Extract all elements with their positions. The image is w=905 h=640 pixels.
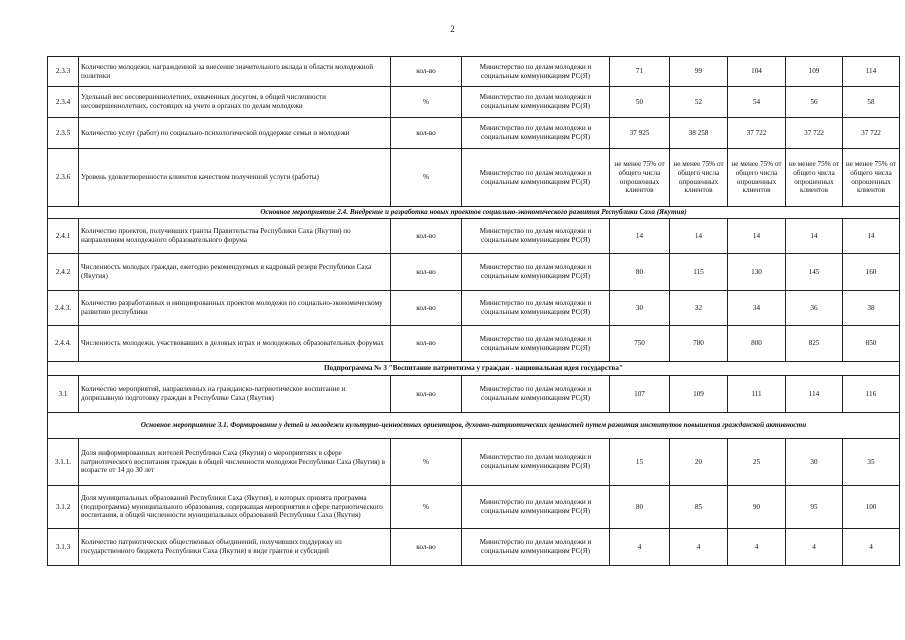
year-value-3: 104 (728, 57, 786, 87)
executor: Министерство по делам молодежи и социальным коммуникациям РС(Я) (462, 57, 610, 87)
year-value-2: 85 (670, 486, 728, 529)
year-value-4: 14 (786, 219, 843, 254)
table-row (48, 486, 900, 529)
year-value-5: 38 (843, 291, 900, 326)
table-row (48, 529, 900, 566)
page-number: 2 (450, 24, 455, 34)
section-header-row (48, 207, 900, 219)
unit-of-measure: % (391, 486, 462, 529)
year-value-1: 80 (610, 486, 670, 529)
year-value-5: 114 (843, 57, 900, 87)
year-value-4: 30 (786, 439, 843, 486)
executor: Министерство по делам молодежи и социальным коммуникациям РС(Я) (462, 118, 610, 149)
unit-of-measure: кол-во (391, 57, 462, 87)
unit-of-measure: % (391, 149, 462, 207)
year-value-2: 4 (670, 529, 728, 566)
row-number: 2.3.6 (48, 149, 79, 207)
indicator-name: Доля информированных жителей Республики Саха (Якутия) о мероприятиях в сфере патриотического воспитания граждан в общей численности молодежи Республики Саха (Якутия) в возрасте от 14 до 30 лет (79, 439, 391, 486)
year-value-1: 50 (610, 87, 670, 118)
row-number: 2.4.3. (48, 291, 79, 326)
year-value-1: 15 (610, 439, 670, 486)
year-value-5: 14 (843, 219, 900, 254)
section-header-row (48, 413, 900, 439)
executor: Министерство по делам молодежи и социальным коммуникациям РС(Я) (462, 376, 610, 413)
year-value-4: 37 722 (786, 118, 843, 149)
unit-of-measure: кол-во (391, 219, 462, 254)
year-value-3: 25 (728, 439, 786, 486)
year-value-5: 37 722 (843, 118, 900, 149)
executor: Министерство по делам молодежи и социальным коммуникациям РС(Я) (462, 486, 610, 529)
year-value-5: 4 (843, 529, 900, 566)
year-value-5: 100 (843, 486, 900, 529)
table-row (48, 439, 900, 486)
indicator-name: Количество разработанных и инициированных проектов молодежи по социально-экономическому развитию республики (79, 291, 391, 326)
year-value-5: 850 (843, 326, 900, 362)
unit-of-measure: кол-во (391, 291, 462, 326)
year-value-3: 54 (728, 87, 786, 118)
indicators-table (47, 56, 900, 566)
table-row (48, 149, 900, 207)
year-value-2: 99 (670, 57, 728, 87)
executor: Министерство по делам молодежи и социальным коммуникациям РС(Я) (462, 219, 610, 254)
unit-of-measure: кол-во (391, 254, 462, 291)
row-number: 3.1 (48, 376, 79, 413)
table-body (48, 57, 900, 566)
year-value-3: 800 (728, 326, 786, 362)
subprogram-header-row (48, 362, 900, 376)
indicator-name: Доля муниципальных образований Республики Саха (Якутия), в которых принята программа (подпрограмма) муниципального образования, содержащая мероприятия в сфере патриотического воспитания, в общей численности муниципальных образований Республики Саха (Якутия) (79, 486, 391, 529)
year-value-2: 780 (670, 326, 728, 362)
executor: Министерство по делам молодежи и социальным коммуникациям РС(Я) (462, 149, 610, 207)
year-value-1: 4 (610, 529, 670, 566)
unit-of-measure: кол-во (391, 529, 462, 566)
year-value-5: не менее 75% от общего числа опрошенных клиентов (843, 149, 900, 207)
year-value-2: 52 (670, 87, 728, 118)
row-number: 3.1.2 (48, 486, 79, 529)
year-value-4: 36 (786, 291, 843, 326)
table-row (48, 57, 900, 87)
year-value-3: 37 722 (728, 118, 786, 149)
table-row (48, 219, 900, 254)
year-value-4: 825 (786, 326, 843, 362)
table-row (48, 326, 900, 362)
table-row (48, 118, 900, 149)
year-value-1: не менее 75% от общего числа опрошенных клиентов (610, 149, 670, 207)
year-value-2: 38 258 (670, 118, 728, 149)
row-number: 3.1.1. (48, 439, 79, 486)
year-value-4: 4 (786, 529, 843, 566)
year-value-1: 80 (610, 254, 670, 291)
indicator-name: Количество услуг (работ) по социально-психологической поддержке семьи и молодежи (79, 118, 391, 149)
year-value-3: не менее 75% от общего числа опрошенных клиентов (728, 149, 786, 207)
year-value-1: 14 (610, 219, 670, 254)
row-number: 3.1.3 (48, 529, 79, 566)
indicator-name: Количество молодежи, награжденной за внесение значительного вклада в области молодежной политики (79, 57, 391, 87)
indicator-name: Количество мероприятий, направленных на гражданско-патриотическое воспитание и допризывную подготовку граждан в Республике Саха (Якутия) (79, 376, 391, 413)
unit-of-measure: % (391, 87, 462, 118)
section-title: Основное мероприятие 3.1. Формирование у детей и молодежи культурно-ценностных ориентиров, духовно-патриотических ценностей путем развития институтов повышения гражданской активности (48, 413, 900, 439)
subprogram-title: Подпрограмма № 3 "Воспитание патриотизма у граждан - национальная идея государства" (48, 362, 900, 376)
executor: Министерство по делам молодежи и социальным коммуникациям РС(Я) (462, 439, 610, 486)
indicator-name: Количество проектов, получивших гранты Правительства Республики Саха (Якутия) по направлениям молодежного образовательного форума (79, 219, 391, 254)
unit-of-measure: % (391, 439, 462, 486)
indicator-name: Численность молодежи, участвовавших в деловых играх и молодежных образовательных форумах (79, 326, 391, 362)
unit-of-measure: кол-во (391, 326, 462, 362)
year-value-3: 14 (728, 219, 786, 254)
executor: Министерство по делам молодежи и социальным коммуникациям РС(Я) (462, 326, 610, 362)
year-value-4: 114 (786, 376, 843, 413)
year-value-2: не менее 75% от общего числа опрошенных клиентов (670, 149, 728, 207)
table-row (48, 291, 900, 326)
year-value-5: 58 (843, 87, 900, 118)
executor: Министерство по делам молодежи и социальным коммуникациям РС(Я) (462, 87, 610, 118)
table-row (48, 254, 900, 291)
year-value-2: 14 (670, 219, 728, 254)
year-value-3: 34 (728, 291, 786, 326)
year-value-4: 56 (786, 87, 843, 118)
year-value-1: 71 (610, 57, 670, 87)
indicator-name: Удельный вес несовершеннолетних, охваченных досугом, в общей численности несовершеннолетних, состоящих на учете в органах по делам молодежи (79, 87, 391, 118)
year-value-4: 145 (786, 254, 843, 291)
year-value-5: 116 (843, 376, 900, 413)
row-number: 2.3.4 (48, 87, 79, 118)
row-number: 2.4.1 (48, 219, 79, 254)
table-row (48, 376, 900, 413)
row-number: 2.4.4. (48, 326, 79, 362)
row-number: 2.3.5 (48, 118, 79, 149)
row-number: 2.3.3 (48, 57, 79, 87)
year-value-1: 107 (610, 376, 670, 413)
year-value-3: 130 (728, 254, 786, 291)
year-value-4: 95 (786, 486, 843, 529)
year-value-2: 20 (670, 439, 728, 486)
year-value-2: 32 (670, 291, 728, 326)
year-value-5: 35 (843, 439, 900, 486)
year-value-4: не менее 75% от общего числа опрошенных клиентов (786, 149, 843, 207)
year-value-5: 160 (843, 254, 900, 291)
executor: Министерство по делам молодежи и социальным коммуникациям РС(Я) (462, 529, 610, 566)
year-value-1: 37 925 (610, 118, 670, 149)
year-value-1: 750 (610, 326, 670, 362)
year-value-2: 109 (670, 376, 728, 413)
indicator-name: Количество патриотических общественных объединений, получивших поддержку из государственного бюджета Республики Саха (Якутия) в виде грантов и субсидий (79, 529, 391, 566)
year-value-4: 109 (786, 57, 843, 87)
unit-of-measure: кол-во (391, 118, 462, 149)
executor: Министерство по делам молодежи и социальным коммуникациям РС(Я) (462, 254, 610, 291)
year-value-2: 115 (670, 254, 728, 291)
indicator-name: Уровень удовлетворенности клиентов качеством полученной услуги (работы) (79, 149, 391, 207)
year-value-3: 4 (728, 529, 786, 566)
row-number: 2.4.2 (48, 254, 79, 291)
executor: Министерство по делам молодежи и социальным коммуникациям РС(Я) (462, 291, 610, 326)
unit-of-measure: кол-во (391, 376, 462, 413)
section-title: Основное мероприятие 2.4. Внедрение и разработка новых проектов социально-экономического развития Республики Саха (Якутия) (48, 207, 900, 219)
year-value-3: 111 (728, 376, 786, 413)
year-value-3: 90 (728, 486, 786, 529)
indicator-name: Численность молодых граждан, ежегодно рекомендуемых в кадровый резерв Республики Саха (Якутия) (79, 254, 391, 291)
year-value-1: 30 (610, 291, 670, 326)
table-row (48, 87, 900, 118)
